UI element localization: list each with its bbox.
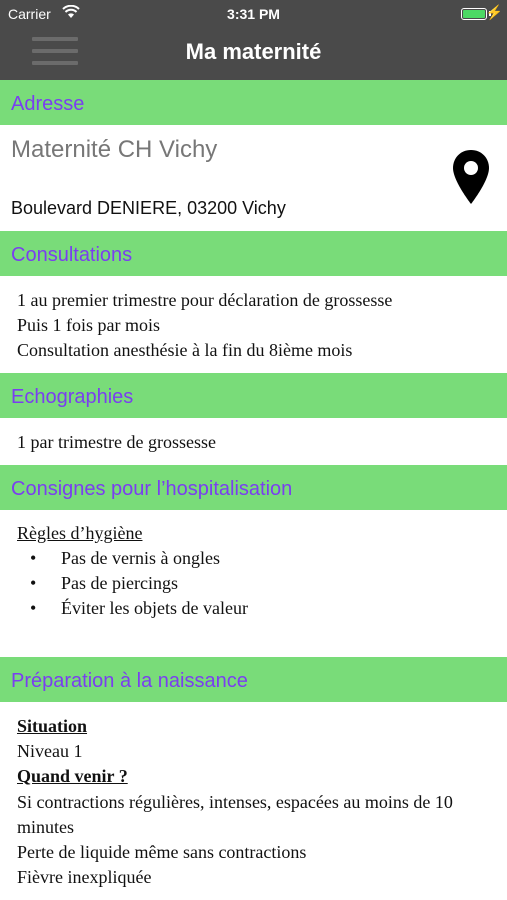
situation-title: Situation <box>17 716 88 736</box>
maternity-name: Maternité CH Vichy <box>11 136 218 163</box>
hygiene-rules-title: Règles d’hygiène <box>17 523 143 543</box>
section-header-echographies: Echographies <box>0 373 507 418</box>
page-title: Ma maternité <box>185 39 322 64</box>
bullet-icon: • <box>30 548 37 568</box>
navigation-bar <box>0 28 507 80</box>
carrier-label: Carrier <box>8 6 51 22</box>
status-bar <box>0 0 507 28</box>
situation-value: Niveau 1 <box>17 741 83 761</box>
hygiene-rule-item: Éviter les objets de valeur <box>61 598 248 618</box>
charging-icon: ⚡ <box>485 4 503 20</box>
hygiene-rule-item: Pas de piercings <box>61 573 178 593</box>
section-header-adresse: Adresse <box>0 80 507 125</box>
when-to-come-line: minutes <box>17 817 74 837</box>
when-to-come-title: Quand venir ? <box>17 766 128 786</box>
battery-icon <box>461 8 487 20</box>
hygiene-rule-item: Pas de vernis à ongles <box>61 548 220 568</box>
consultation-line: 1 au premier trimestre pour déclaration de grossesse <box>17 290 393 310</box>
bullet-icon: • <box>30 573 37 593</box>
consultation-line: Consultation anesthésie à la fin du 8ième mois <box>17 340 353 360</box>
status-time: 3:31 PM <box>227 6 280 22</box>
map-pin-icon[interactable] <box>452 149 490 205</box>
section-header-consignes: Consignes pour l’hospitalisation <box>0 465 507 510</box>
when-to-come-line: Fièvre inexpliquée <box>17 867 152 887</box>
maternity-address: Boulevard DENIERE, 03200 Vichy <box>11 198 286 218</box>
when-to-come-line: Si contractions régulières, intenses, espacées au moins de 10 <box>17 792 453 812</box>
echographie-line: 1 par trimestre de grossesse <box>17 432 216 452</box>
bullet-icon: • <box>30 598 37 618</box>
consultation-line: Puis 1 fois par mois <box>17 315 161 335</box>
section-header-preparation: Préparation à la naissance <box>0 657 507 702</box>
when-to-come-line: Perte de liquide même sans contractions <box>17 842 307 862</box>
section-header-consultations: Consultations <box>0 231 507 276</box>
